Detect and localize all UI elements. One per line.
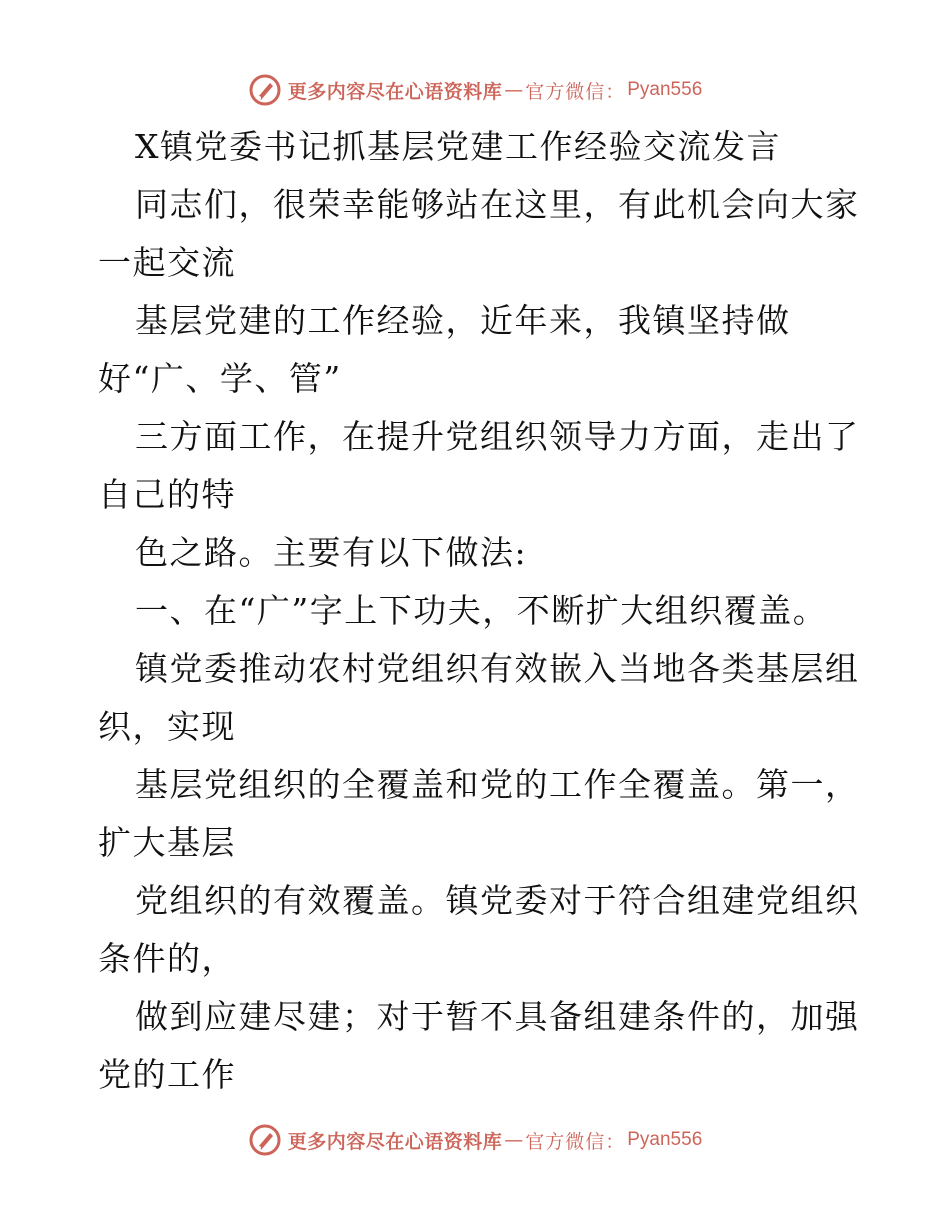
header-watermark <box>0 70 950 110</box>
paragraph-line: 扩大基层 <box>98 823 236 862</box>
paragraph-line: 好“广、学、管” <box>98 359 342 398</box>
paragraph-line: 基层党建的工作经验，近年来，我镇坚持做 <box>135 301 791 340</box>
document-title: X镇党委书记抓基层党建工作经验交流发言 <box>135 127 781 166</box>
paragraph-line: 自己的特 <box>98 475 236 514</box>
paragraph-line: 三方面工作，在提升党组织领导力方面，走出了 <box>135 417 860 456</box>
paragraph-line: 同志们，很荣幸能够站在这里，有此机会向大家 <box>135 185 860 224</box>
paragraph-line: 基层党组织的全覆盖和党的工作全覆盖。第一， <box>135 765 860 804</box>
paragraph-line: 一起交流 <box>98 243 236 282</box>
watermark-dash: — <box>504 79 524 101</box>
paragraph-line: 党组织的有效覆盖。镇党委对于符合组建党组织 <box>135 881 860 920</box>
watermark-main-text: 更多内容尽在心语资料库 <box>287 80 503 103</box>
watermark-main-text: 更多内容尽在心语资料库 <box>287 1130 503 1153</box>
footer-watermark <box>0 1120 950 1160</box>
watermark-wechat-label: 官方微信： <box>525 80 626 103</box>
paragraph-line: 做到应建尽建；对于暂不具备组建条件的，加强 <box>135 997 860 1036</box>
paragraph-line: 镇党委推动农村党组织有效嵌入当地各类基层组 <box>135 649 860 688</box>
watermark-wechat-label: 官方微信： <box>525 1130 626 1153</box>
paragraph-line: 织，实现 <box>98 707 236 746</box>
paragraph-line: 条件的， <box>98 939 236 978</box>
paragraph-line: 党的工作 <box>98 1055 236 1094</box>
pen-logo-icon <box>248 73 282 107</box>
paragraph-line: 色之路。主要有以下做法: <box>135 533 528 572</box>
pen-logo-icon <box>248 1123 282 1157</box>
watermark-wechat-id: Pyan556 <box>627 79 703 100</box>
watermark-wechat-id: Pyan556 <box>627 1129 703 1150</box>
section-heading: 一、在“广”字上下功夫，不断扩大组织覆盖。 <box>135 591 828 630</box>
watermark-dash: — <box>504 1129 524 1151</box>
